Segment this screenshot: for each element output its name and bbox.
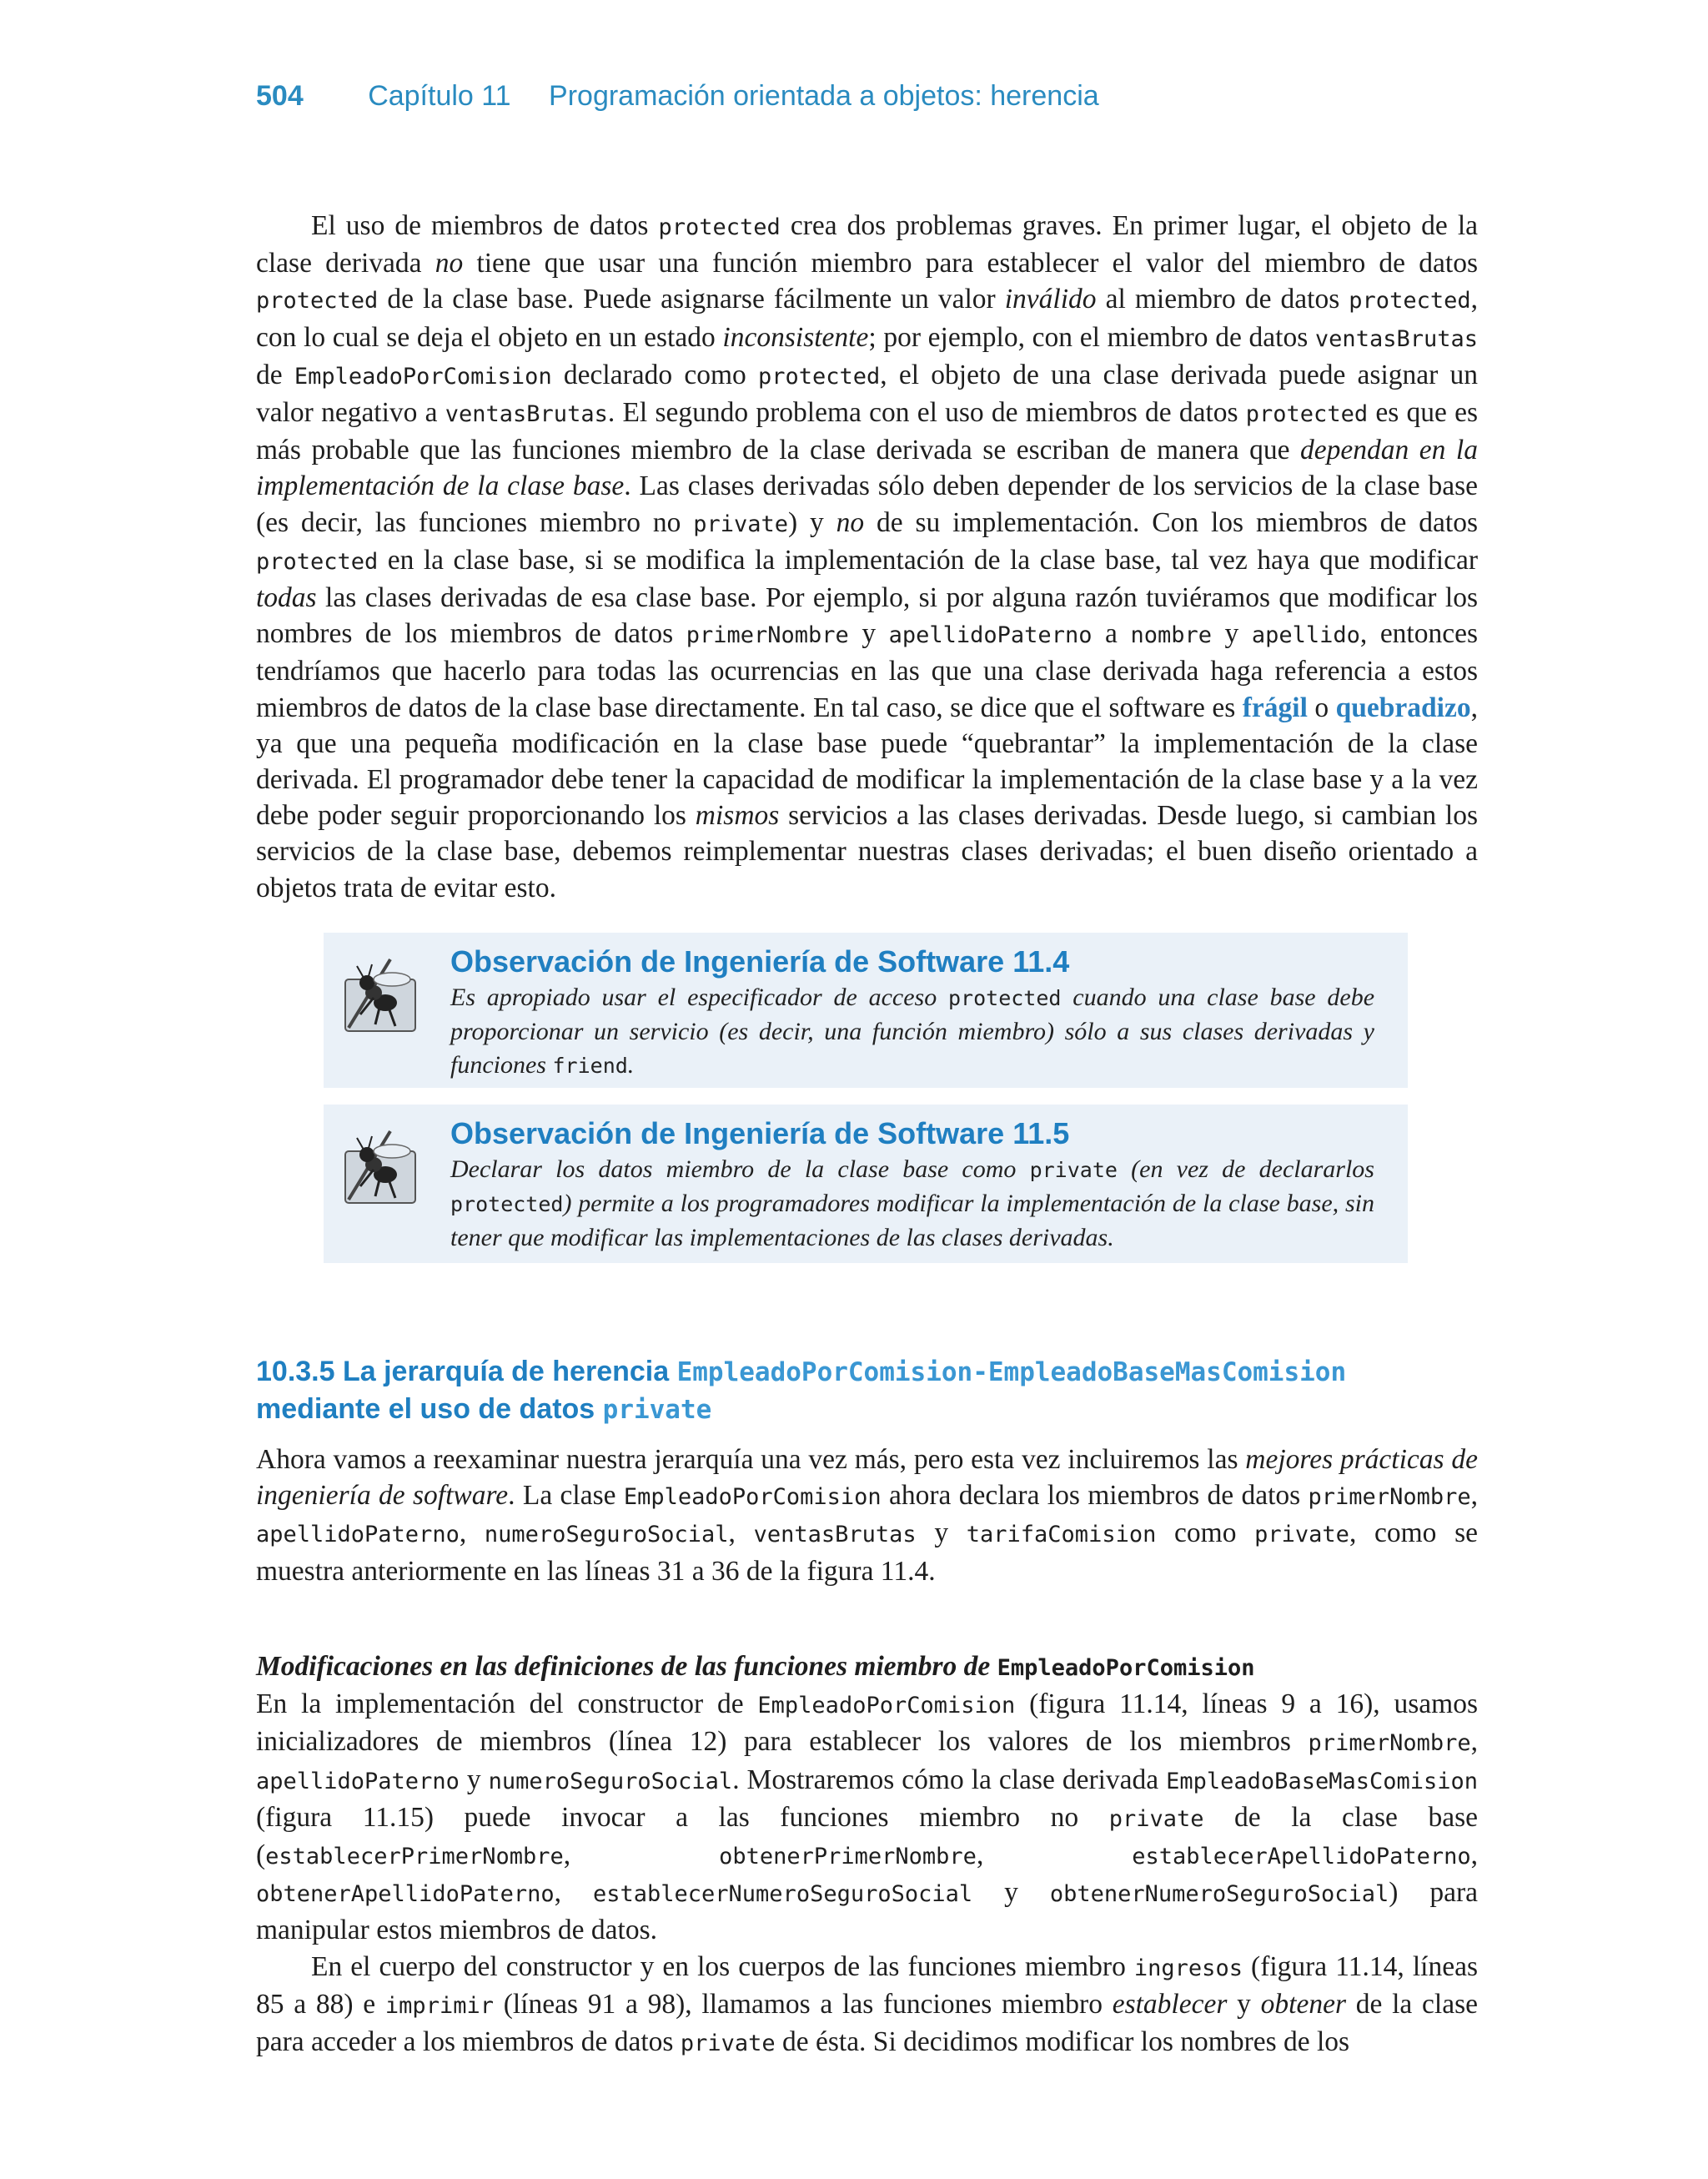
- code-term: obtenerPrimerNombre: [719, 1844, 977, 1870]
- code-term: protected: [1349, 288, 1471, 315]
- text: y: [848, 618, 889, 650]
- text: ,: [1470, 1726, 1478, 1758]
- code-term: private: [602, 1395, 712, 1425]
- text: (figura 11.15) puede invocar a las funciones miembro no: [256, 1801, 1109, 1833]
- box-title: Observación de Ingeniería de Software 11.5: [450, 1116, 1070, 1150]
- text: (líneas 91 a 98), llamamos a las funciones miembro: [493, 1988, 1113, 2020]
- software-engineering-observation-11-4: [324, 933, 1408, 1088]
- text: de la clase para acceder a los miembros de datos: [256, 1988, 1479, 2058]
- text: ) para manipular estos miembros de datos.: [256, 1877, 1479, 1946]
- emphasis: dependan en la implementación de la clase base: [256, 435, 1478, 502]
- text: La jerarquía de herencia: [334, 1356, 677, 1387]
- code-term: protected: [757, 363, 881, 390]
- text: .: [627, 1051, 635, 1079]
- text: , ya que una pequeña modificación en la clase base puede “quebrantar” la implementación de la clase derivada. El programador debe tener la capacidad de modificar la implementación de la clase base y a la vez debe poder seguir proporcionando los: [256, 692, 1478, 832]
- code-term: apellidoPaterno: [888, 622, 1093, 649]
- code-term: ventasBrutas: [1314, 325, 1478, 352]
- emphasis: establecer: [1112, 1988, 1228, 2020]
- emphasis: todas: [256, 582, 317, 614]
- text: de la clase base. Puede asignarse fácilmente un valor: [378, 284, 1005, 315]
- software-engineering-observation-11-5: [324, 1105, 1408, 1263]
- text: Ahora vamos a reexaminar nuestra jerarquía una vez más, pero esta vez incluiremos las: [256, 1444, 1246, 1475]
- code-term: EmpleadoBaseMasComision: [1166, 1768, 1479, 1794]
- text: y: [972, 1877, 1050, 1909]
- text: cuando una clase base debe proporcionar un servicio (es decir, una función miembro) sólo a sus clases derivadas y funciones: [450, 984, 1375, 1079]
- code-term: imprimir: [384, 1992, 494, 2019]
- chapter-title: Programación orientada a objetos: herencia: [549, 80, 1099, 112]
- key-term: quebradizo: [1335, 692, 1471, 723]
- text: ,: [1470, 1480, 1478, 1512]
- code-term: private: [680, 2031, 776, 2057]
- box-text: [450, 1153, 1374, 1255]
- text: ,: [563, 1839, 720, 1871]
- code-term: protected: [256, 548, 379, 575]
- code-term: protected: [658, 214, 781, 240]
- text: es que es más probable que las funciones miembro de la clase derivada se escriban de manera que: [256, 397, 1478, 466]
- text: servicios a las clases derivadas. Desde luego, si cambian los servicios de la clase base, debemos reimplementar nuestras clases derivadas; el buen diseño orientado a objetos trata de evitar esto.: [256, 800, 1478, 903]
- paragraph-protected-problems: [256, 208, 1478, 906]
- text: a: [1092, 618, 1131, 650]
- text: de: [256, 359, 294, 390]
- code-term: private: [1108, 1805, 1204, 1832]
- text: ahora declara los miembros de datos: [881, 1480, 1309, 1512]
- section-number: 10.3.5: [256, 1356, 335, 1387]
- text: , con lo cual se deja el objeto en un estado: [256, 284, 1478, 353]
- ant-mascot-icon: [340, 954, 420, 1044]
- text: , entonces tendríamos que hacerlo para todas las ocurrencias en las que una clase derivada haga referencia a estos miembros de datos de la clase base directamente. En tal caso, se dice que el software es: [256, 618, 1479, 723]
- code-term: EmpleadoPorComision: [757, 1693, 1016, 1719]
- code-term: EmpleadoPorComision: [623, 1484, 882, 1511]
- code-term: establecerPrimerNombre: [265, 1844, 564, 1870]
- text: . El segundo problema con el uso de miembros de datos: [607, 397, 1246, 429]
- text: y: [459, 1764, 489, 1795]
- text: de la clase base (: [256, 1801, 1478, 1871]
- box-title: Observación de Ingeniería de Software 11.4: [450, 944, 1070, 979]
- text: ; por ejemplo, con el miembro de datos: [868, 321, 1315, 353]
- page-number: 504: [256, 80, 304, 112]
- text: y: [916, 1517, 967, 1549]
- text: como: [1156, 1517, 1255, 1549]
- code-term: protected: [1245, 401, 1369, 428]
- text: , el objeto de una clase derivada puede asignar un valor negativo a: [256, 359, 1478, 429]
- text: y: [1227, 1988, 1261, 2020]
- code-term: primerNombre: [686, 622, 849, 649]
- text: . Mostraremos cómo la clase derivada: [732, 1764, 1167, 1795]
- text: ) y: [788, 506, 836, 538]
- text: ,: [728, 1517, 754, 1549]
- code-term: ingresos: [1133, 1955, 1243, 1981]
- running-header: [256, 80, 1099, 113]
- text: o: [1307, 692, 1336, 723]
- code-term: ventasBrutas: [445, 401, 608, 428]
- text: . Las clases derivadas sólo deben depender de los servicios de la clase base (es decir, las funciones miembro no: [256, 471, 1478, 538]
- code-term: protected: [450, 1192, 564, 1216]
- code-term: nombre: [1130, 622, 1212, 649]
- code-term: tarifaComision: [966, 1522, 1157, 1548]
- text: ,: [976, 1839, 1133, 1871]
- code-term: apellido: [1251, 622, 1360, 649]
- paragraph-reexamine: [256, 1442, 1478, 1589]
- text: Es apropiado usar el especificador de acceso: [450, 984, 948, 1011]
- code-term: friend: [552, 1054, 628, 1078]
- text: tiene que usar una función miembro para establecer el valor del miembro de datos: [463, 248, 1478, 279]
- emphasis: obtener: [1260, 1988, 1346, 2020]
- code-term: protected: [948, 986, 1062, 1010]
- emphasis: inconsistente: [722, 321, 869, 353]
- box-text: [450, 981, 1374, 1083]
- text: ,: [459, 1517, 485, 1549]
- text: ,: [1470, 1839, 1478, 1871]
- text: (figura 11.14, líneas 9 a 16), usamos inicializadores de miembros (línea 12) para establecer los valores de los miembros: [256, 1688, 1478, 1758]
- ant-mascot-icon: [340, 1126, 420, 1216]
- text: Declarar los datos miembro de la clase base como: [450, 1155, 1030, 1183]
- code-term: apellidoPaterno: [256, 1522, 460, 1548]
- text: al miembro de datos: [1096, 284, 1349, 315]
- text: y: [1211, 618, 1252, 650]
- code-term: EmpleadoPorComision: [294, 363, 552, 390]
- emphasis: no: [435, 248, 464, 279]
- text: de su implementación. Con los miembros de datos: [864, 506, 1479, 538]
- code-term: establecerNumeroSeguroSocial: [592, 1881, 973, 1908]
- text: (figura 11.14, líneas 85 a 88) e: [256, 1950, 1478, 2020]
- text: Modificaciones en las definiciones de las funciones miembro de: [256, 1651, 997, 1682]
- subheading: [256, 1648, 1478, 1686]
- text: mediante el uso de datos: [256, 1393, 603, 1425]
- text: las clases derivadas de esa clase base. Por ejemplo, si por alguna razón tuviéramos que modificar los nombres de los miembros de datos: [256, 582, 1478, 650]
- text: declarado como: [551, 359, 758, 390]
- code-term: obtenerApellidoPaterno: [256, 1881, 555, 1908]
- text: En la implementación del constructor de: [256, 1688, 758, 1720]
- code-term: numeroSeguroSocial: [484, 1522, 729, 1548]
- emphasis: mejores prácticas de ingeniería de software: [256, 1444, 1478, 1512]
- code-term: private: [1254, 1522, 1349, 1548]
- code-term: apellidoPaterno: [256, 1768, 460, 1794]
- text: en la clase base, si se modifica la implementación de la clase base, tal vez haya que modificar: [378, 544, 1478, 576]
- text: ,: [554, 1877, 593, 1909]
- text: (en vez de declararlos: [1117, 1155, 1374, 1183]
- code-term: primerNombre: [1308, 1730, 1471, 1757]
- key-term: frágil: [1242, 692, 1308, 723]
- code-term: private: [1029, 1158, 1118, 1182]
- text: ) permite a los programadores modificar la implementación de la clase base, sin tener que modificar las implementaciones de las clases derivadas.: [450, 1190, 1374, 1251]
- code-term: private: [693, 511, 788, 537]
- code-term: EmpleadoPorComision: [997, 1655, 1255, 1681]
- emphasis: no: [836, 506, 865, 538]
- section-heading: [256, 1353, 1507, 1428]
- code-term: ventasBrutas: [753, 1522, 917, 1548]
- text: . La clase: [508, 1480, 624, 1512]
- text: En el cuerpo del constructor y en los cuerpos de las funciones miembro: [311, 1950, 1134, 1982]
- code-term: primerNombre: [1308, 1484, 1471, 1511]
- code-term: protected: [256, 288, 379, 315]
- text: , como se muestra anteriormente en las líneas 31 a 36 de la figura 11.4.: [256, 1517, 1479, 1587]
- text: crea dos problemas graves. En primer lugar, el objeto de la clase derivada: [256, 210, 1478, 279]
- chapter-label: Capítulo 11: [368, 80, 511, 112]
- section-body: [256, 1648, 1478, 2061]
- code-term: numeroSeguroSocial: [488, 1768, 733, 1794]
- text: El uso de miembros de datos: [311, 210, 659, 241]
- code-term: EmpleadoPorComision-EmpleadoBaseMasComision: [676, 1357, 1347, 1387]
- text: de ésta. Si decidimos modificar los nombres de los: [775, 2026, 1350, 2058]
- code-term: obtenerNumeroSeguroSocial: [1049, 1881, 1389, 1908]
- emphasis: inválido: [1004, 284, 1097, 315]
- emphasis: mismos: [695, 800, 780, 832]
- code-term: establecerApellidoPaterno: [1132, 1844, 1471, 1870]
